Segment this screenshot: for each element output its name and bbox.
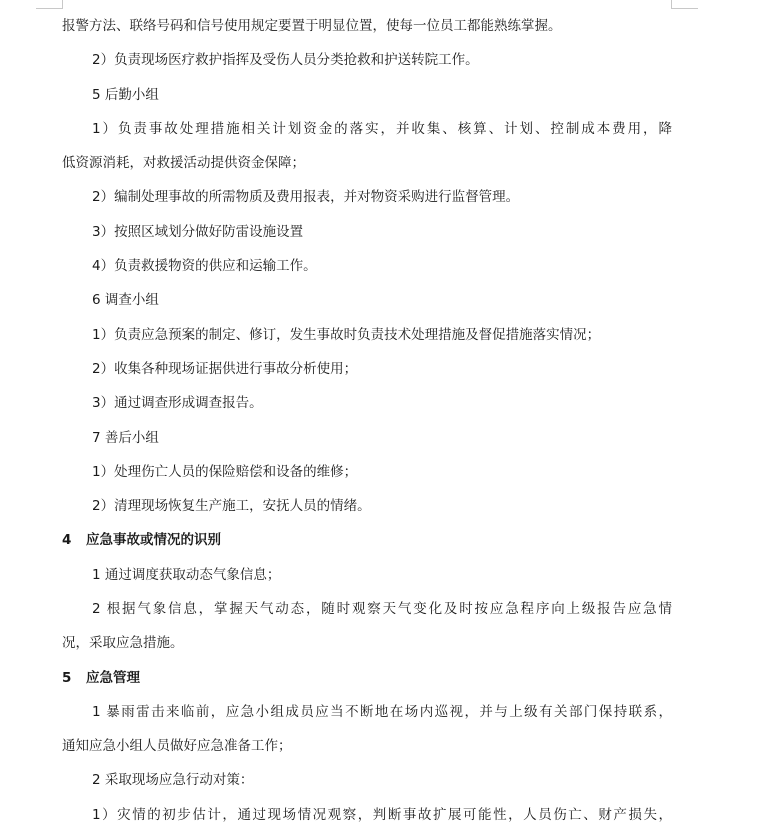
section-heading: [62, 530, 221, 550]
list-item: 1 通过调度获取动态气象信息；: [92, 567, 281, 583]
list-item: 2）收集各种现场证据供进行事故分析使用；: [92, 361, 358, 377]
section-heading-title: 应急管理: [86, 670, 140, 686]
list-item: 4）负责救援物资的供应和运输工作。: [92, 258, 317, 274]
list-item: 3）按照区域划分做好防雷设施设置: [92, 224, 304, 240]
list-item: 2 采取现场应急行动对策：: [92, 772, 254, 788]
list-item: 2）负责现场医疗救护指挥及受伤人员分类抢救和护送转院工作。: [92, 52, 479, 68]
subsection-title: 6 调查小组: [92, 292, 159, 308]
section-heading-number: 4: [62, 532, 72, 548]
list-item: 2）编制处理事故的所需物质及费用报表，并对物资采购进行监督管理。: [92, 189, 520, 205]
paragraph-line: 况，采取应急措施。: [62, 635, 184, 651]
section-heading-title: 应急事故或情况的识别: [86, 532, 221, 548]
list-item: 1 暴雨雷击来临前，应急小组成员应当不断地在场内巡视，并与上级有关部门保持联系，: [92, 704, 672, 720]
page-corner-mark-right: [671, 0, 698, 9]
list-item: 1）灾情的初步估计，通过现场情况观察，判断事故扩展可能性，人员伤亡、财产损失，: [92, 807, 672, 823]
section-heading: [62, 668, 140, 688]
list-item: 1）负责事故处理措施相关计划资金的落实，并收集、核算、计划、控制成本费用，降: [92, 121, 672, 137]
list-item: 2 根据气象信息，掌握天气动态，随时观察天气变化及时按应急程序向上级报告应急情: [92, 601, 672, 617]
subsection-title: 7 善后小组: [92, 430, 159, 446]
page-corner-mark-left: [36, 0, 63, 9]
list-item: 1）负责应急预案的制定、修订，发生事故时负责技术处理措施及督促措施落实情况；: [92, 327, 601, 343]
subsection-title: 5 后勤小组: [92, 87, 159, 103]
list-item: 3）通过调查形成调查报告。: [92, 395, 263, 411]
paragraph-line: 低资源消耗，对救援活动提供资金保障；: [62, 155, 305, 171]
list-item: 2）清理现场恢复生产施工，安抚人员的情绪。: [92, 498, 371, 514]
list-item: 1）处理伤亡人员的保险赔偿和设备的维修；: [92, 464, 358, 480]
paragraph-line: 报警方法、联络号码和信号使用规定要置于明显位置，使每一位员工都能熟练掌握。: [62, 18, 562, 34]
section-heading-number: 5: [62, 670, 72, 686]
paragraph-line: 通知应急小组人员做好应急准备工作；: [62, 738, 292, 754]
